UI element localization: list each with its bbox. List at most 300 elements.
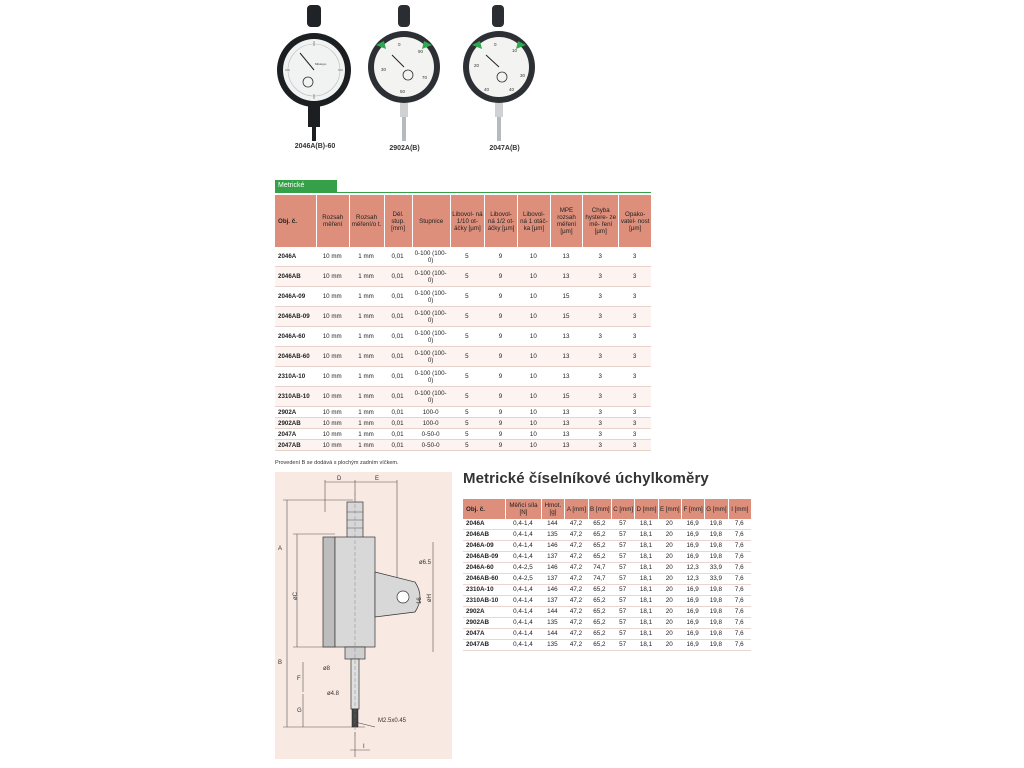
cell: 0-100 (100-0) — [412, 287, 450, 307]
cell: 135 — [541, 530, 565, 541]
cell: 0,4-1,4 — [505, 519, 540, 530]
cell: 3 — [618, 367, 651, 387]
cell: 3 — [582, 247, 618, 267]
cell: 19,8 — [704, 607, 727, 618]
cell: 5 — [450, 407, 484, 418]
cell: 0-100 (100-0) — [412, 267, 450, 287]
cell: 3 — [618, 267, 651, 287]
dim-label-d: D — [337, 476, 342, 482]
cell: 65,2 — [588, 552, 611, 563]
col-header: G [mm] — [704, 499, 727, 519]
cell: 18,1 — [634, 607, 657, 618]
cell: 10 mm — [316, 267, 349, 287]
cell: 2046A — [463, 519, 505, 530]
cell: 65,2 — [588, 607, 611, 618]
cell: 0,01 — [384, 429, 412, 440]
col-header: Chyba hystere- ze mě- ření [µm] — [582, 195, 618, 247]
footnote: Provedení B se dodává s plochým zadním víčkem. — [275, 460, 399, 466]
cell: 20 — [658, 519, 681, 530]
cell: 3 — [618, 429, 651, 440]
cell: 9 — [484, 327, 517, 347]
table-row — [463, 629, 751, 640]
cell: 10 mm — [316, 418, 349, 429]
col-header: A [mm] — [564, 499, 587, 519]
cell: 7,6 — [728, 519, 751, 530]
cell: 135 — [541, 618, 565, 629]
col-header: Libovol- ná 1/2 ot- áčky [µm] — [484, 195, 517, 247]
cell: 65,2 — [588, 585, 611, 596]
table-row — [275, 418, 651, 429]
cell: 19,8 — [704, 585, 727, 596]
col-header: Děl. stup. [mm] — [384, 195, 412, 247]
cell: 1 mm — [349, 347, 384, 367]
cell: 9 — [484, 307, 517, 327]
cell: 20 — [658, 574, 681, 585]
cell: 47,2 — [564, 563, 587, 574]
cell: 2046A-60 — [275, 327, 316, 347]
cell: 15 — [550, 307, 582, 327]
col-header: Opako- vatel- nost [µm] — [618, 195, 651, 247]
svg-text:0: 0 — [494, 42, 497, 47]
spec-table — [275, 195, 651, 451]
cell: 0-50-0 — [412, 440, 450, 451]
col-header: Rozsah měření — [316, 195, 349, 247]
cell: 19,8 — [704, 552, 727, 563]
cell: 18,1 — [634, 541, 657, 552]
product-photo-2046-60 — [275, 5, 355, 145]
cell: 20 — [658, 585, 681, 596]
cell: 9 — [484, 247, 517, 267]
cell: 20 — [658, 541, 681, 552]
cell: 20 — [658, 596, 681, 607]
cell: 2902AB — [275, 418, 316, 429]
cell: 10 mm — [316, 327, 349, 347]
cell: 3 — [618, 407, 651, 418]
cell: 47,2 — [564, 640, 587, 651]
cell: 19,8 — [704, 541, 727, 552]
cell: 74,7 — [588, 574, 611, 585]
table-row — [275, 367, 651, 387]
cell: 65,2 — [588, 618, 611, 629]
cell: 2047A — [463, 629, 505, 640]
cell: 146 — [541, 585, 565, 596]
cell: 5 — [450, 247, 484, 267]
cell: 16,9 — [681, 552, 704, 563]
cell: 3 — [582, 367, 618, 387]
cell: 16,9 — [681, 541, 704, 552]
cell: 137 — [541, 552, 565, 563]
table-row — [463, 530, 751, 541]
cell: 15 — [550, 387, 582, 407]
cell: 0,01 — [384, 418, 412, 429]
cell: 1 mm — [349, 440, 384, 451]
col-header: E [mm] — [658, 499, 681, 519]
col-header: Libovol- ná 1/10 ot- áčky [µm] — [450, 195, 484, 247]
cell: 10 mm — [316, 307, 349, 327]
cell: 2046A-60 — [463, 563, 505, 574]
cell: 10 — [517, 247, 550, 267]
dimensions-table-header-row — [463, 499, 751, 519]
svg-text:30: 30 — [520, 73, 526, 78]
cell: 57 — [611, 530, 634, 541]
cell: 5 — [450, 367, 484, 387]
table-row — [275, 387, 651, 407]
cell: 2310A-10 — [463, 585, 505, 596]
cell: 9 — [484, 429, 517, 440]
cell: 3 — [582, 440, 618, 451]
cell: 10 — [517, 387, 550, 407]
cell: 3 — [618, 247, 651, 267]
cell: 19,8 — [704, 640, 727, 651]
table-row — [463, 585, 751, 596]
cell: 57 — [611, 541, 634, 552]
cell: 19,8 — [704, 596, 727, 607]
cell: 0,4-1,4 — [505, 640, 540, 651]
cell: 20 — [658, 618, 681, 629]
cell: 57 — [611, 563, 634, 574]
cell: 9 — [484, 347, 517, 367]
cell: 2046AB — [463, 530, 505, 541]
dim-label-e: E — [375, 476, 380, 482]
cell: 47,2 — [564, 574, 587, 585]
cell: 9 — [484, 387, 517, 407]
cell: 5 — [450, 387, 484, 407]
cell: 3 — [618, 307, 651, 327]
spec-table-header-row — [275, 195, 651, 247]
cell: 18,1 — [634, 563, 657, 574]
cell: 10 mm — [316, 347, 349, 367]
dim-label-b: B — [278, 660, 283, 666]
cell: 10 mm — [316, 429, 349, 440]
cell: 0,01 — [384, 387, 412, 407]
cell: 10 mm — [316, 287, 349, 307]
table-row — [463, 640, 751, 651]
cell: 0,4-1,4 — [505, 541, 540, 552]
cell: 146 — [541, 541, 565, 552]
cell: 13 — [550, 247, 582, 267]
col-header: Libovol- ná 1 otáč- ka [µm] — [517, 195, 550, 247]
cell: 47,2 — [564, 629, 587, 640]
cell: 0-100 (100-0) — [412, 387, 450, 407]
cell: 10 mm — [316, 387, 349, 407]
cell: 1 mm — [349, 429, 384, 440]
cell: 18,1 — [634, 530, 657, 541]
cell: 18,1 — [634, 574, 657, 585]
cell: 10 — [517, 307, 550, 327]
cell: 7,6 — [728, 585, 751, 596]
cell: 57 — [611, 607, 634, 618]
cell: 0-100 (100-0) — [412, 247, 450, 267]
section-rule — [275, 192, 651, 193]
cell: 7,6 — [728, 574, 751, 585]
cell: 65,2 — [588, 530, 611, 541]
cell: 47,2 — [564, 607, 587, 618]
cell: 0,4-1,4 — [505, 618, 540, 629]
cell: 16,9 — [681, 607, 704, 618]
cell: 9 — [484, 287, 517, 307]
cell: 1 mm — [349, 367, 384, 387]
product-photo-2902 — [362, 5, 447, 145]
cell: 9 — [484, 407, 517, 418]
dim-label-thread: M2.5x0.45 — [378, 718, 407, 724]
cell: 3 — [582, 418, 618, 429]
cell: 0,4-1,4 — [505, 629, 540, 640]
cell: 2046A — [275, 247, 316, 267]
cell: 57 — [611, 585, 634, 596]
cell: 5 — [450, 327, 484, 347]
cell: 0,4-2,5 — [505, 574, 540, 585]
svg-text:90: 90 — [418, 49, 424, 54]
cell: 2046A-09 — [463, 541, 505, 552]
cell: 2047AB — [463, 640, 505, 651]
cell: 18,1 — [634, 519, 657, 530]
cell: 57 — [611, 640, 634, 651]
section-tag-metric: Metrické — [275, 180, 337, 192]
cell: 0,01 — [384, 247, 412, 267]
cell: 33,9 — [704, 563, 727, 574]
cell: 0-100 (100-0) — [412, 327, 450, 347]
cell: 3 — [582, 387, 618, 407]
dim-label-i: I — [363, 744, 365, 750]
dim-label-16: 16 — [417, 597, 423, 604]
cell: 16,9 — [681, 629, 704, 640]
cell: 7,6 — [728, 530, 751, 541]
cell: 10 — [517, 418, 550, 429]
cell: 0,01 — [384, 327, 412, 347]
table-row — [463, 574, 751, 585]
cell: 16,9 — [681, 596, 704, 607]
cell: 0-50-0 — [412, 429, 450, 440]
cell: 0,4-1,4 — [505, 596, 540, 607]
cell: 57 — [611, 618, 634, 629]
cell: 16,9 — [681, 530, 704, 541]
cell: 19,8 — [704, 618, 727, 629]
table-row — [463, 519, 751, 530]
svg-text:10: 10 — [512, 48, 518, 53]
cell: 2902A — [275, 407, 316, 418]
cell: 3 — [618, 387, 651, 407]
cell: 146 — [541, 563, 565, 574]
col-header: MPE rozsah měření [µm] — [550, 195, 582, 247]
cell: 0,4-1,4 — [505, 585, 540, 596]
cell: 57 — [611, 519, 634, 530]
cell: 10 — [517, 440, 550, 451]
cell: 65,2 — [588, 596, 611, 607]
cell: 2046AB-09 — [275, 307, 316, 327]
cell: 65,2 — [588, 541, 611, 552]
cell: 10 — [517, 407, 550, 418]
cell: 7,6 — [728, 552, 751, 563]
dim-label-f: F — [297, 676, 301, 682]
cell: 3 — [582, 307, 618, 327]
section-title: Metrické číselníkové úchylkoměry — [463, 470, 709, 487]
cell: 16,9 — [681, 640, 704, 651]
dimensions-table — [463, 499, 751, 651]
cell: 5 — [450, 287, 484, 307]
cell: 3 — [582, 327, 618, 347]
cell: 7,6 — [728, 640, 751, 651]
table-row — [463, 552, 751, 563]
cell: 18,1 — [634, 618, 657, 629]
cell: 2046AB — [275, 267, 316, 287]
cell: 9 — [484, 418, 517, 429]
cell: 100-0 — [412, 418, 450, 429]
cell: 10 — [517, 267, 550, 287]
col-header: Stupnice — [412, 195, 450, 247]
dim-label-phih: øH — [427, 594, 433, 602]
cell: 0-100 (100-0) — [412, 307, 450, 327]
svg-text:50: 50 — [400, 89, 406, 94]
cell: 47,2 — [564, 618, 587, 629]
cell: 0,01 — [384, 267, 412, 287]
col-header: I [mm] — [728, 499, 751, 519]
cell: 16,9 — [681, 585, 704, 596]
cell: 19,8 — [704, 519, 727, 530]
cell: 3 — [582, 347, 618, 367]
table-row — [275, 327, 651, 347]
cell: 7,6 — [728, 629, 751, 640]
cell: 13 — [550, 347, 582, 367]
cell: 7,6 — [728, 563, 751, 574]
cell: 2902A — [463, 607, 505, 618]
col-header: F [mm] — [681, 499, 704, 519]
cell: 10 mm — [316, 407, 349, 418]
cell: 0,01 — [384, 440, 412, 451]
col-header: B [mm] — [588, 499, 611, 519]
cell: 74,7 — [588, 563, 611, 574]
cell: 65,2 — [588, 629, 611, 640]
cell: 0-100 (100-0) — [412, 347, 450, 367]
cell: 0,4-1,4 — [505, 530, 540, 541]
cell: 2046AB-60 — [463, 574, 505, 585]
cell: 7,6 — [728, 541, 751, 552]
svg-text:30: 30 — [381, 67, 387, 72]
cell: 65,2 — [588, 519, 611, 530]
cell: 15 — [550, 287, 582, 307]
cell: 13 — [550, 407, 582, 418]
product-caption-2: 2902A(B) — [389, 145, 420, 152]
cell: 19,8 — [704, 530, 727, 541]
col-header: Rozsah měření/o t. — [349, 195, 384, 247]
cell: 16,9 — [681, 519, 704, 530]
cell: 0,4-1,4 — [505, 607, 540, 618]
cell: 3 — [618, 418, 651, 429]
col-header: Obj. č. — [275, 195, 316, 247]
cell: 5 — [450, 418, 484, 429]
table-row — [275, 347, 651, 367]
cell: 13 — [550, 440, 582, 451]
table-row — [463, 541, 751, 552]
cell: 5 — [450, 307, 484, 327]
dim-label-phic: øC — [293, 592, 299, 600]
product-caption-1: 2046A(B)-60 — [294, 143, 336, 150]
col-header: Obj. č. — [463, 499, 505, 519]
cell: 144 — [541, 607, 565, 618]
cell: 135 — [541, 640, 565, 651]
svg-text:40: 40 — [509, 87, 515, 92]
table-row — [275, 287, 651, 307]
dim-label-a: A — [278, 546, 283, 552]
cell: 3 — [618, 440, 651, 451]
cell: 7,6 — [728, 607, 751, 618]
table-row — [275, 247, 651, 267]
cell: 10 — [517, 287, 550, 307]
cell: 1 mm — [349, 267, 384, 287]
cell: 57 — [611, 596, 634, 607]
cell: 3 — [618, 287, 651, 307]
cell: 0,4-1,4 — [505, 552, 540, 563]
cell: 33,9 — [704, 574, 727, 585]
cell: 10 — [517, 367, 550, 387]
dim-label-phi48: ø4.8 — [327, 691, 340, 697]
cell: 12,3 — [681, 563, 704, 574]
col-header: D [mm] — [634, 499, 657, 519]
cell: 0,01 — [384, 367, 412, 387]
cell: 47,2 — [564, 530, 587, 541]
col-header: Měřicí síla [N] — [505, 499, 540, 519]
dim-label-phi8: ø8 — [323, 666, 331, 672]
cell: 10 — [517, 429, 550, 440]
cell: 7,6 — [728, 596, 751, 607]
svg-text:70: 70 — [422, 75, 428, 80]
cell: 47,2 — [564, 541, 587, 552]
table-row — [275, 440, 651, 451]
cell: 2310A-10 — [275, 367, 316, 387]
cell: 10 mm — [316, 440, 349, 451]
cell: 20 — [658, 530, 681, 541]
cell: 47,2 — [564, 596, 587, 607]
cell: 18,1 — [634, 552, 657, 563]
cell: 0,01 — [384, 407, 412, 418]
cell: 1 mm — [349, 387, 384, 407]
cell: 9 — [484, 267, 517, 287]
cell: 19,8 — [704, 629, 727, 640]
cell: 13 — [550, 267, 582, 287]
table-row — [463, 607, 751, 618]
cell: 3 — [582, 407, 618, 418]
cell: 2310AB-10 — [275, 387, 316, 407]
table-row — [275, 307, 651, 327]
cell: 0,4-2,5 — [505, 563, 540, 574]
cell: 13 — [550, 429, 582, 440]
cell: 65,2 — [588, 640, 611, 651]
cell: 0,01 — [384, 347, 412, 367]
cell: 18,1 — [634, 629, 657, 640]
table-row — [275, 267, 651, 287]
cell: 13 — [550, 418, 582, 429]
cell: 1 mm — [349, 418, 384, 429]
cell: 2046AB-60 — [275, 347, 316, 367]
cell: 10 — [517, 327, 550, 347]
cell: 13 — [550, 327, 582, 347]
cell: 144 — [541, 519, 565, 530]
col-header: Hmot. [g] — [541, 499, 565, 519]
cell: 1 mm — [349, 287, 384, 307]
cell: 10 mm — [316, 367, 349, 387]
cell: 20 — [658, 563, 681, 574]
cell: 18,1 — [634, 596, 657, 607]
svg-text:0: 0 — [398, 42, 401, 47]
cell: 1 mm — [349, 307, 384, 327]
cell: 3 — [618, 347, 651, 367]
table-row — [463, 563, 751, 574]
cell: 144 — [541, 629, 565, 640]
cell: 0,01 — [384, 307, 412, 327]
cell: 20 — [658, 607, 681, 618]
cell: 57 — [611, 629, 634, 640]
cell: 47,2 — [564, 585, 587, 596]
cell: 12,3 — [681, 574, 704, 585]
